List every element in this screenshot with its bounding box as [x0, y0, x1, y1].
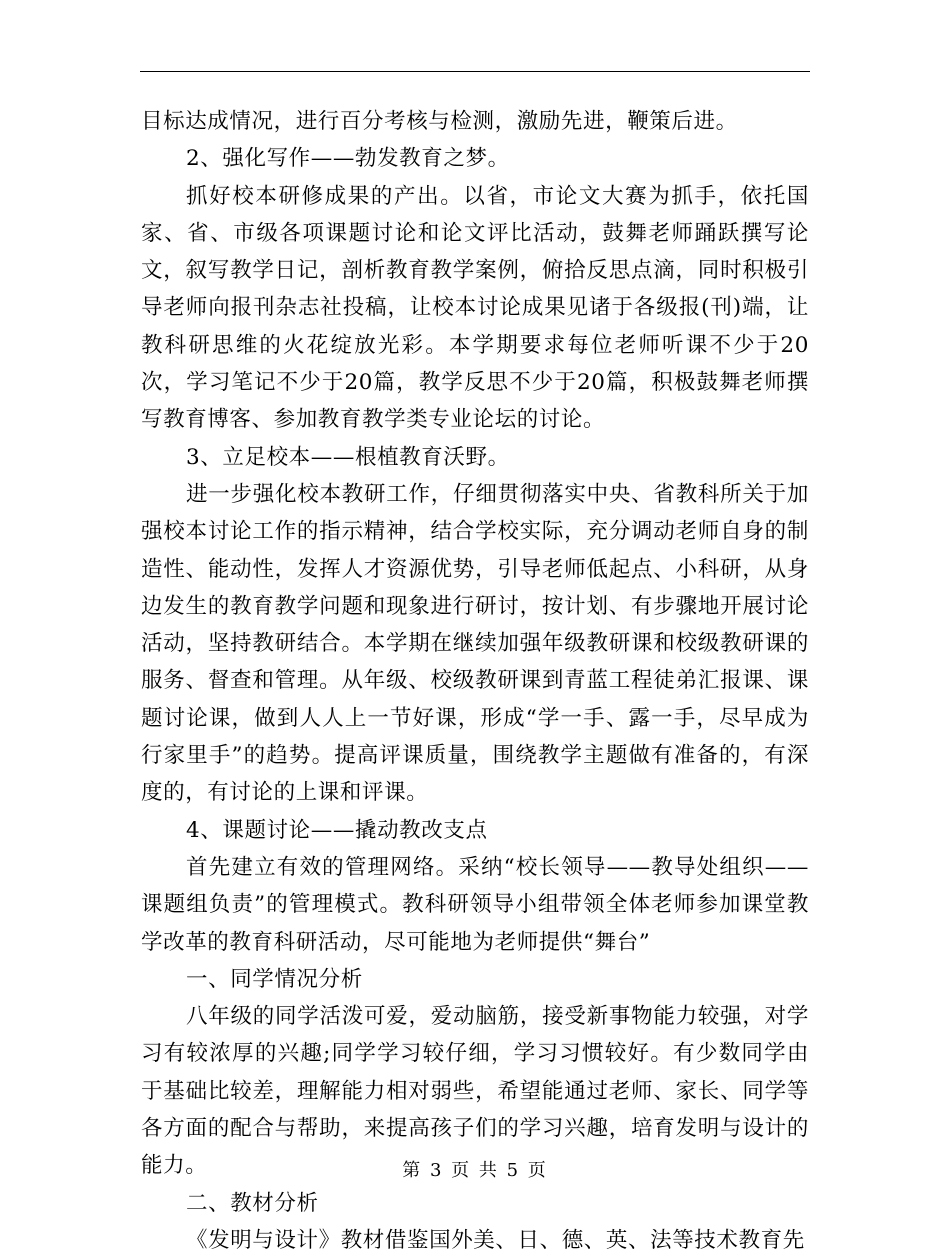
- heading-school-based: 3、立足校本——根植教育沃野。: [186, 444, 510, 470]
- page-footer: 第 3 页 共 5 页: [402, 1160, 548, 1181]
- heading-strengthen-writing: 2、强化写作——勃发教育之梦。: [186, 146, 510, 172]
- heading-student-analysis: 一、同学情况分析: [186, 966, 363, 992]
- paragraph-textbook-analysis: 《发明与设计》教材借鉴国外美、日、德、英、法等技术教育先: [186, 1227, 805, 1253]
- paragraph-school-research: 进一步强化校本教研工作，仔细贯彻落实中央、省教科所关于加强校本讨论工作的指示精神，结合学校实际，充分调动老师自身的制造性、能动性，发挥人才资源优势，引导老师低起点、小科研，从身边发生的教育教学问题和现象进行研讨，按计划、有步骤地开展讨论活动，坚持教研结合。本学期在继续加强年级教研课和校级教研课的服务、督查和管理。从年级、校级教研课到青蓝工程徒弟汇报课、课题讨论课，做到人人上一节好课，形成“学一手、露一手，尽早成为行家里手”的趋势。提高评课质量，围绕教学主题做有准备的，有深度的，有讨论的上课和评课。: [141, 481, 809, 806]
- heading-topic-discussion: 4、课题讨论——撬动教改支点: [186, 817, 488, 843]
- paragraph-management-network: 首先建立有效的管理网络。采纳“校长领导——教导处组织——课题组负责”的管理模式。教科研领导小组带领全体老师参加课堂教学改革的教育科研活动，尽可能地为老师提供“舞台”: [141, 854, 809, 955]
- header-rule: [140, 71, 810, 72]
- paragraph-student-analysis: 八年级的同学活泼可爱，爱动脑筋，接受新事物能力较强，对学习有较浓厚的兴趣;同学学习较仔细，学习习惯较好。有少数同学由于基础比较差，理解能力相对弱些，希望能通过老师、家长、同学等各方面的配合与帮助，来提高孩子们的学习兴趣，培育发明与设计的能力。: [141, 1004, 809, 1179]
- paragraph-writing-outcomes: 抓好校本研修成果的产出。以省，市论文大赛为抓手，依托国家、省、市级各项课题讨论和论文评比活动，鼓舞老师踊跃撰写论文，叙写教学日记，剖析教育教学案例，俯拾反思点滴，同时积极引导老师向报刊杂志社投稿，让校本讨论成果见诸于各级报(刊)端，让教科研思维的火花绽放光彩。本学期要求每位老师听课不少于20次，学习笔记不少于20篇，教学反思不少于20篇，积极鼓舞老师撰写教育博客、参加教育教学类专业论坛的讨论。: [141, 183, 809, 433]
- document-body: [141, 103, 809, 1259]
- paragraph-1: 目标达成情况，进行百分考核与检测，激励先进，鞭策后进。: [141, 109, 738, 134]
- heading-textbook-analysis: 二、教材分析: [186, 1190, 319, 1216]
